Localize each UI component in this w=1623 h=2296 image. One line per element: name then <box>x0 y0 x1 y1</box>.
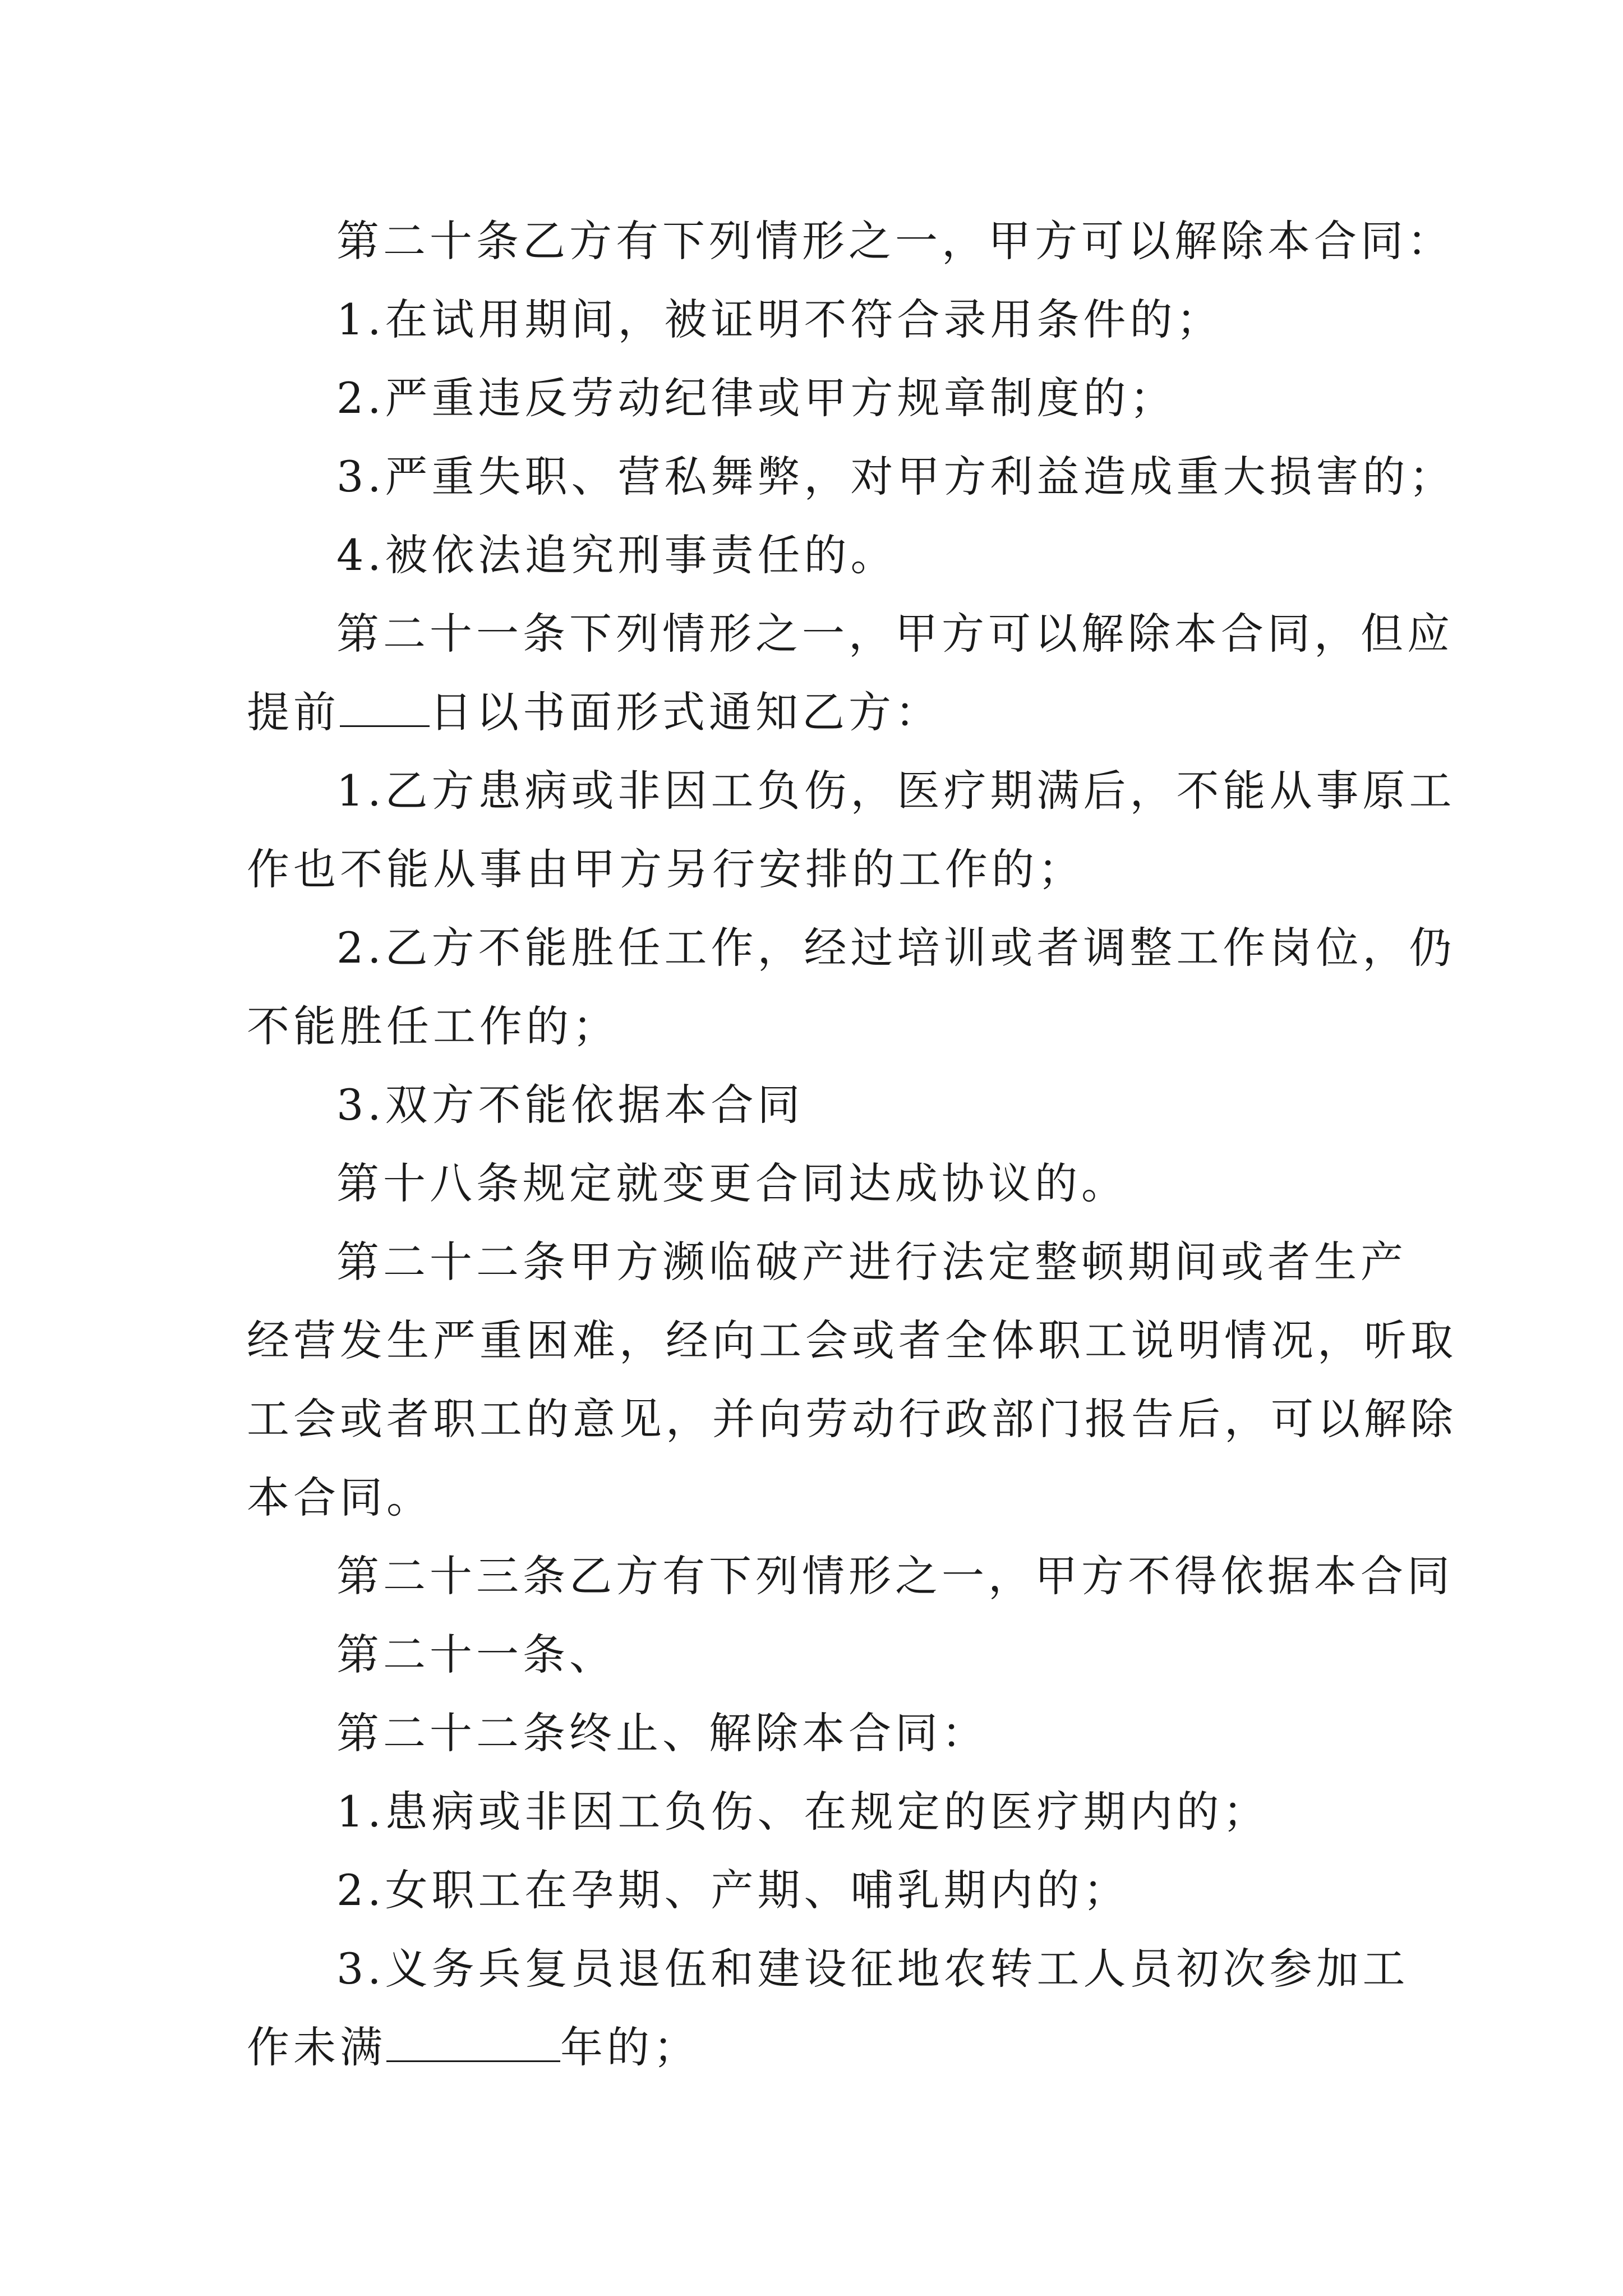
text-line: 1.乙方患病或非因工负伤，医疗期满后，不能从事原工 <box>336 766 1456 816</box>
text-line: 作也不能从事由甲方另行安排的工作的； <box>247 844 1085 894</box>
paragraph-article-23 <box>247 1537 1454 1616</box>
text-line: 第二十二条甲方濒临破产进行法定整顿期间或者生产 <box>336 1237 1407 1287</box>
paragraph-article-21 <box>247 595 1454 673</box>
paragraph-continuation <box>247 830 1396 909</box>
paragraph-continuation <box>247 673 1396 752</box>
text-line: 第二十二条终止、解除本合同： <box>336 1708 988 1758</box>
list-item <box>247 1773 1396 1851</box>
list-item <box>247 359 1396 438</box>
text-line: 3.义务兵复员退伍和建设征地农转工人员初次参加工 <box>336 1944 1409 1994</box>
paragraph-continuation <box>247 1694 1396 1773</box>
paragraph-continuation <box>247 1301 1457 1380</box>
paragraph-continuation <box>247 2008 1396 2087</box>
list-item <box>247 280 1396 359</box>
text-line: 第二十一条下列情形之一，甲方可以解除本合同，但应 <box>336 609 1454 659</box>
text-line: 3.双方不能依据本合同 <box>336 1080 804 1130</box>
paragraph-continuation <box>247 1616 1396 1694</box>
document-body <box>247 202 1457 2087</box>
paragraph-continuation <box>247 1380 1457 1458</box>
text-line: 不能胜任工作的； <box>247 1001 619 1051</box>
list-item <box>247 516 1396 595</box>
paragraph-article-22 <box>247 1223 1407 1301</box>
text-line: 提前 <box>247 687 340 737</box>
text-line: 第二十条乙方有下列情形之一，甲方可以解除本合同： <box>336 216 1454 266</box>
fill-in-blank-days[interactable] <box>340 692 430 727</box>
text-line: 4.被依法追究刑事责任的。 <box>336 530 897 580</box>
list-item <box>247 909 1456 987</box>
fill-in-blank-years[interactable] <box>386 2027 560 2062</box>
text-line: 2.严重违反劳动纪律或甲方规章制度的； <box>336 373 1177 423</box>
text-line: 经营发生严重困难，经向工会或者全体职工说明情况，听取 <box>247 1315 1457 1365</box>
paragraph-continuation <box>247 1144 1396 1223</box>
text-line: 第二十一条、 <box>336 1630 616 1680</box>
list-item <box>247 1066 1396 1144</box>
text-line: 2.女职工在孕期、产期、哺乳期内的； <box>336 1865 1130 1915</box>
text-line: 第二十三条乙方有下列情形之一，甲方不得依据本合同 <box>336 1551 1454 1601</box>
list-item <box>247 1851 1396 1930</box>
text-line: 3.严重失职、营私舞弊，对甲方利益造成重大损害的； <box>336 452 1456 501</box>
list-item <box>247 438 1456 516</box>
text-line: 1.在试用期间，被证明不符合录用条件的； <box>336 295 1223 344</box>
list-item <box>247 752 1456 830</box>
paragraph-continuation <box>247 1458 1396 1537</box>
paragraph-article-20 <box>247 202 1454 280</box>
text-line: 本合同。 <box>247 1473 433 1522</box>
paragraph-continuation <box>247 987 1396 1066</box>
text-line: 2.乙方不能胜任工作，经过培训或者调整工作岗位，仍 <box>336 923 1456 973</box>
text-line: 第十八条规定就变更合同达成协议的。 <box>336 1158 1128 1208</box>
text-line: 作未满 <box>247 2022 386 2072</box>
text-line: 工会或者职工的意见，并向劳动行政部门报告后，可以解除 <box>247 1394 1457 1444</box>
list-item <box>247 1930 1409 2008</box>
text-line: 年的； <box>560 2022 700 2072</box>
text-line: 1.患病或非因工负伤、在规定的医疗期内的； <box>336 1787 1270 1837</box>
text-line: 日以书面形式通知乙方： <box>430 687 942 737</box>
